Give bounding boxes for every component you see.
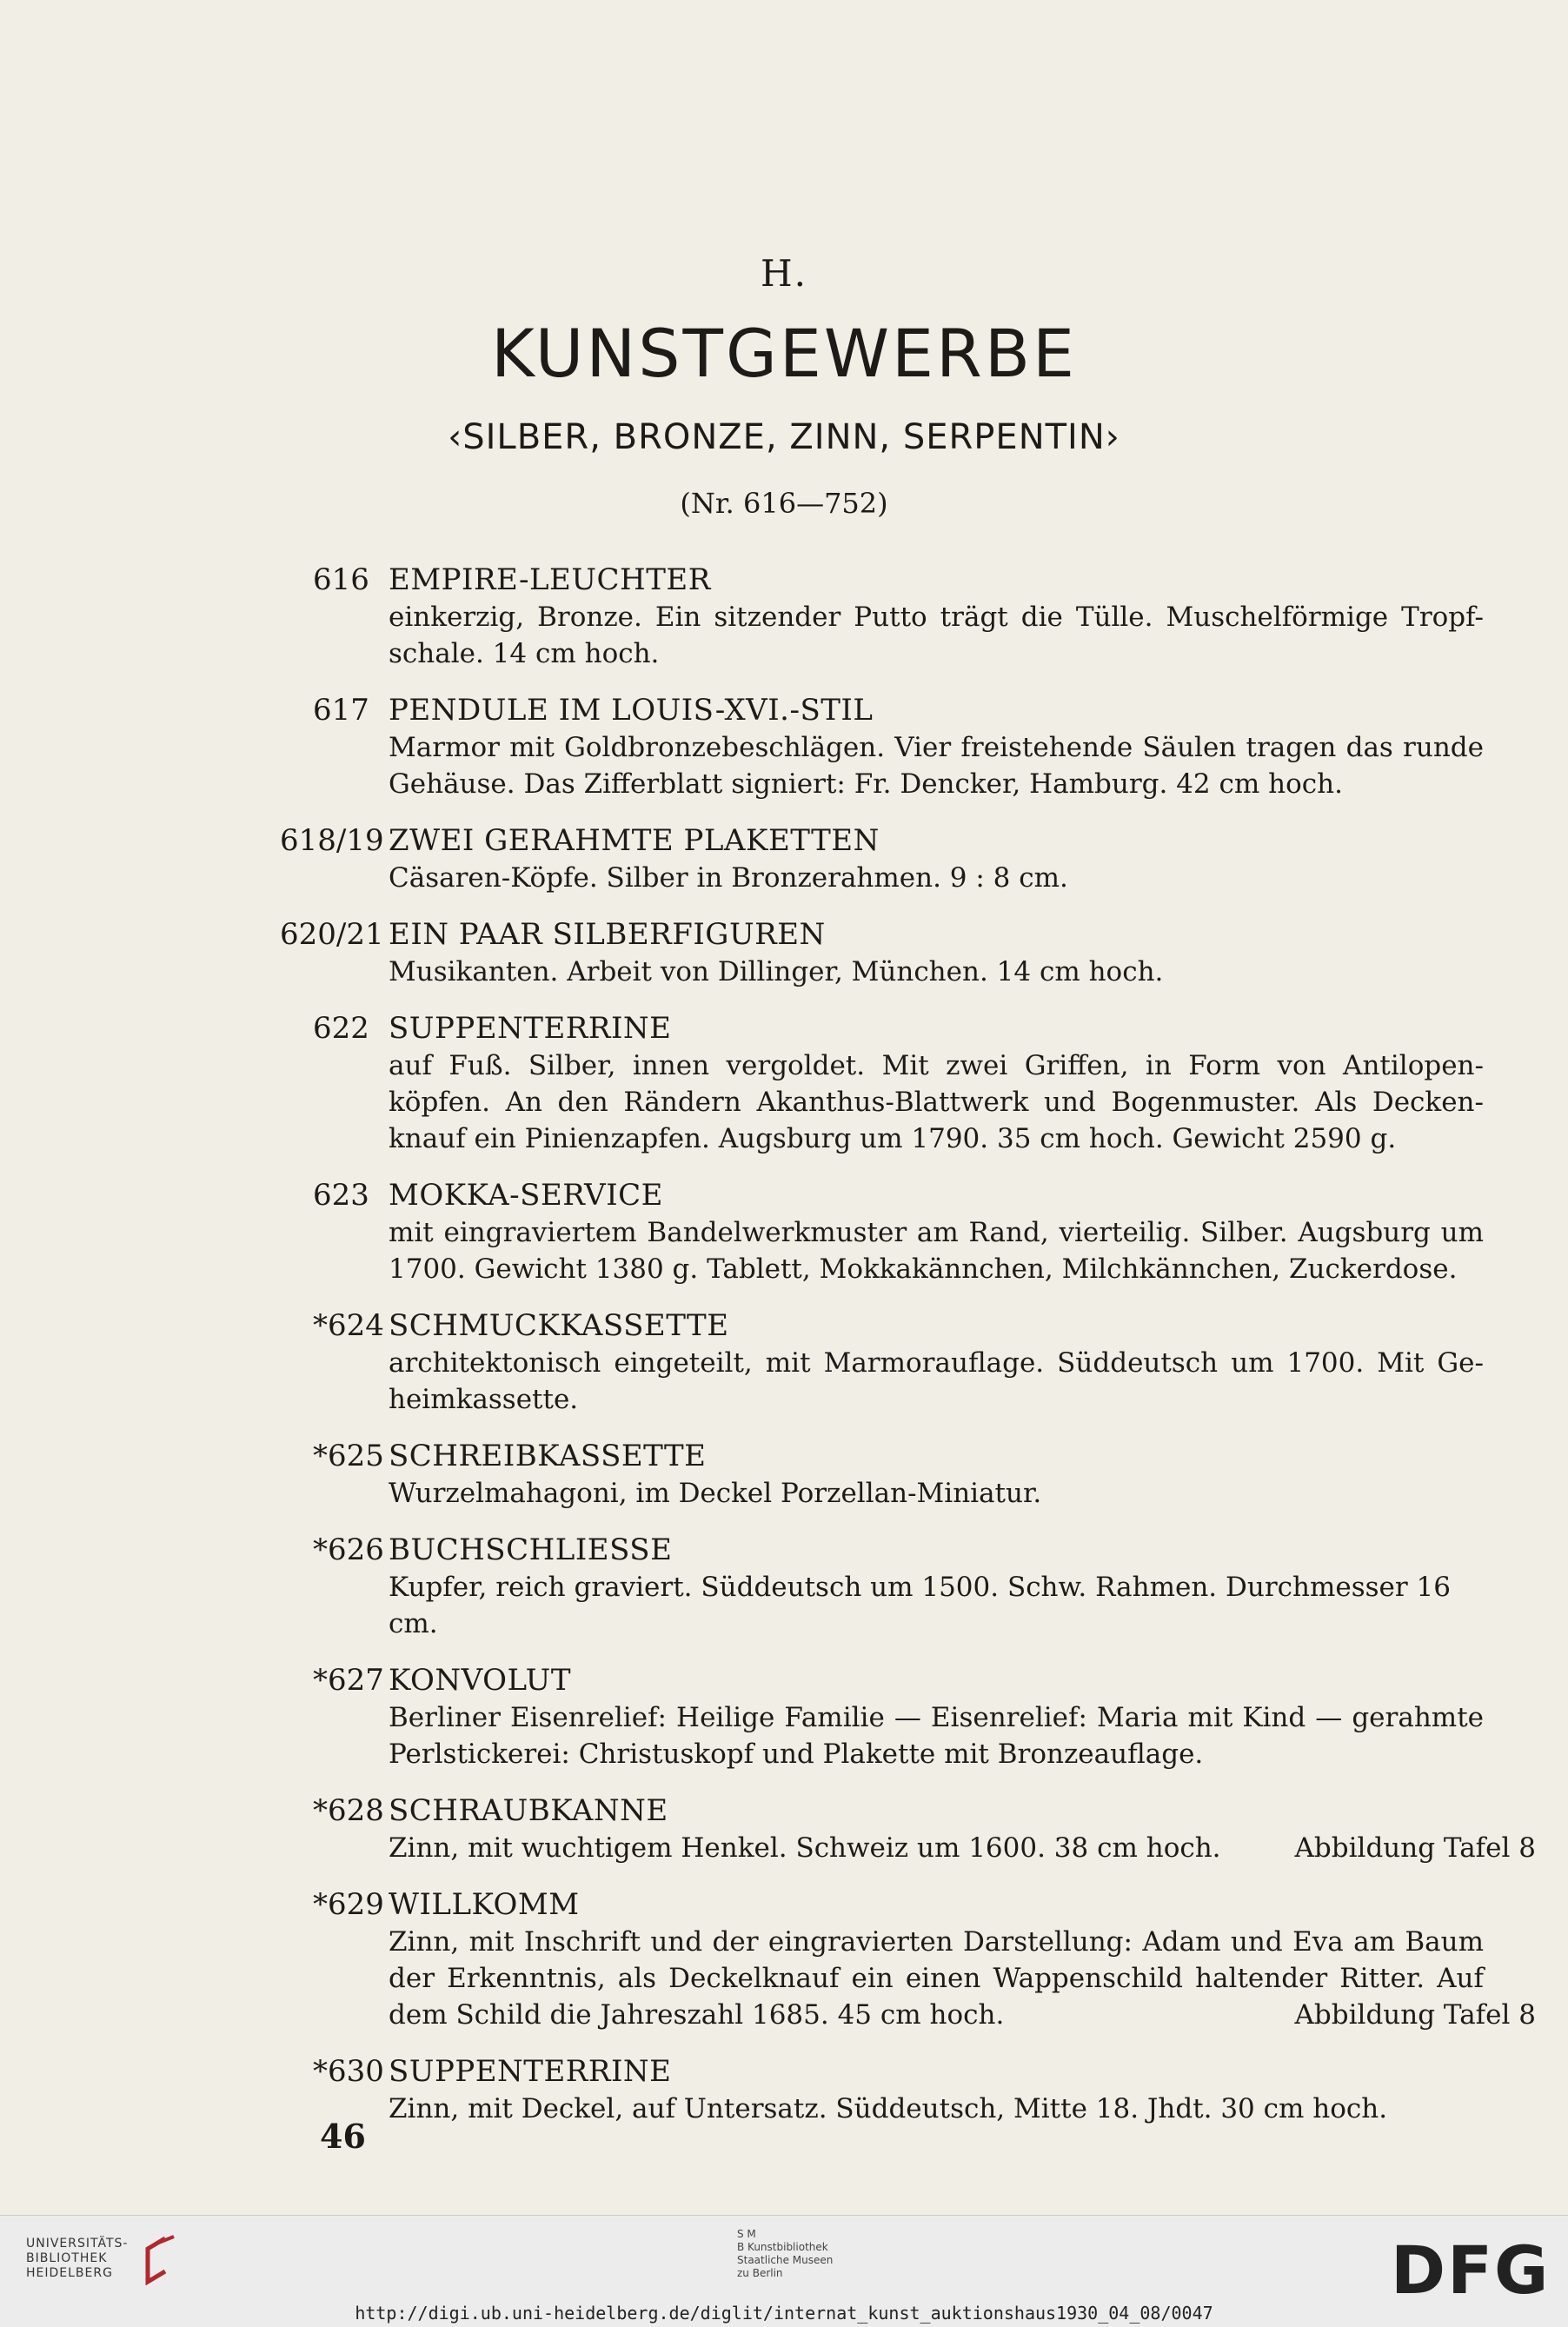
lot-header [313, 1176, 1486, 1214]
lot-number: *627 [313, 1663, 384, 1698]
lot-description [389, 1569, 1484, 1642]
description-line: Cäsaren-Köpfe. Silber in Bronzerahmen. 9 : 8 cm. [389, 862, 1068, 894]
description-line: mit eingraviertem Bandelwerkmuster am Rand, vierteilig. Silber. Augsburg um [389, 1217, 1484, 1248]
description-line: der Erkenntnis, als Deckelknauf ein einen Wappenschild haltender Ritter. Auf [389, 1963, 1484, 1994]
lot-entry [313, 1531, 1486, 1642]
dfg-logo[interactable]: DFG [1391, 2231, 1551, 2309]
lot-description [389, 954, 1484, 990]
lot-description [389, 1830, 1536, 1866]
description-line: architektonisch eingeteilt, mit Marmorauflage. Süddeutsch um 1700. Mit Ge- [389, 1347, 1484, 1379]
description-line: knauf ein Pinienzapfen. Augsburg um 1790. 35 cm hoch. Gewicht 2590 g. [389, 1123, 1397, 1154]
lot-title: SCHREIBKASSETTE [389, 1439, 707, 1473]
lot-entry [280, 821, 1486, 896]
ub-logo-line: HEIDELBERG [26, 2266, 113, 2280]
description-text: dem Schild die Jahreszahl 1685. 45 cm hoch. [389, 1999, 1005, 2031]
lot-title: WILLKOMM [389, 1887, 580, 1922]
lot-number: *629 [313, 1887, 384, 1922]
lot-description [389, 2091, 1484, 2127]
lot-header [313, 561, 1486, 599]
description-line: schale. 14 cm hoch. [389, 638, 660, 669]
lot-header [280, 915, 1486, 954]
lot-title: SUPPENTERRINE [389, 2054, 672, 2089]
description-line: Gehäuse. Das Zifferblatt signiert: Fr. Dencker, Hamburg. 42 cm hoch. [389, 768, 1343, 800]
lot-header [313, 1792, 1486, 1830]
section-title: KUNSTGEWERBE [491, 315, 1077, 392]
lot-entry [313, 1009, 1486, 1157]
lot-number: 620/21 [280, 917, 384, 952]
description-line: Musikanten. Arbeit von Dillinger, München. 14 cm hoch. [389, 956, 1164, 987]
description-text: Zinn, mit wuchtigem Henkel. Schweiz um 1600. 38 cm hoch. [389, 1832, 1221, 1864]
lot-list [280, 561, 1536, 2146]
lot-header [313, 1885, 1486, 1924]
smb-logo-line: B Kunstbibliothek [737, 2241, 828, 2253]
lot-description [389, 1047, 1484, 1157]
smb-logo-line: Staatliche Museen [737, 2254, 834, 2266]
lot-description [389, 1214, 1484, 1287]
description-line: heimkassette. [389, 1384, 579, 1415]
lot-header [313, 1009, 1486, 1047]
lot-title: PENDULE IM LOUIS-XVI.-STIL [389, 693, 874, 728]
lot-entry [313, 1176, 1486, 1287]
page-number: 46 [320, 2117, 366, 2156]
lot-title: BUCHSCHLIESSE [389, 1532, 673, 1567]
description-line: auf Fuß. Silber, innen vergoldet. Mit zwei Griffen, in Form von Antilopen- [389, 1050, 1484, 1081]
ub-bracket-icon [139, 2235, 179, 2285]
lot-description [389, 1699, 1484, 1772]
lot-title: EMPIRE-LEUCHTER [389, 562, 711, 597]
lot-entry [313, 2052, 1486, 2127]
section-subtitle: ‹SILBER, BRONZE, ZINN, SERPENTIN› [448, 417, 1120, 457]
lot-title: ZWEI GERAHMTE PLAKETTEN [389, 823, 880, 858]
lot-number: *625 [313, 1439, 384, 1473]
lot-number: *626 [313, 1532, 384, 1567]
lot-range: (Nr. 616—752) [680, 487, 888, 520]
lot-number: *624 [313, 1308, 384, 1343]
lot-title: MOKKA-SERVICE [389, 1178, 663, 1213]
lot-description [389, 599, 1484, 672]
lot-entry [313, 561, 1486, 672]
lot-header [313, 2052, 1486, 2091]
lot-number: 617 [313, 693, 369, 728]
smb-kunstbibliothek-logo[interactable] [737, 2228, 833, 2280]
lot-header [313, 1306, 1486, 1345]
lot-header [313, 1531, 1486, 1569]
description-line [389, 1997, 1536, 2033]
description-line [389, 1830, 1536, 1866]
lot-header [313, 1661, 1486, 1699]
lot-description [389, 1475, 1484, 1512]
description-line: Perlstickerei: Christuskopf und Plakette mit Bronzeauflage. [389, 1739, 1204, 1770]
description-line: Wurzelmahagoni, im Deckel Porzellan-Miniatur. [389, 1478, 1042, 1509]
ub-logo-line: UNIVERSITÄTS- [26, 2237, 129, 2251]
description-line: köpfen. An den Rändern Akanthus-Blattwerk und Bogenmuster. Als Decken- [389, 1087, 1484, 1118]
description-line: 1700. Gewicht 1380 g. Tablett, Mokkakännchen, Milchkännchen, Zuckerdose. [389, 1253, 1458, 1285]
lot-number: *628 [313, 1793, 384, 1828]
lot-header [313, 1437, 1486, 1475]
description-line: einkerzig, Bronze. Ein sitzender Putto trägt die Tülle. Muschelförmige Tropf- [389, 602, 1484, 633]
lot-entry [313, 1885, 1536, 2033]
lot-header [313, 691, 1486, 729]
lot-entry [280, 915, 1486, 990]
description-line: Marmor mit Goldbronzebeschlägen. Vier freistehende Säulen tragen das runde [389, 732, 1484, 763]
lot-title: SCHMUCKKASSETTE [389, 1308, 729, 1343]
lot-description [389, 729, 1484, 802]
smb-logo-line: zu Berlin [737, 2267, 783, 2279]
lot-entry [313, 1306, 1486, 1418]
footer-bar [0, 2215, 1568, 2327]
lot-entry [313, 1792, 1536, 1866]
lot-number: 616 [313, 562, 369, 597]
lot-description [389, 1924, 1536, 2033]
lot-title: SUPPENTERRINE [389, 1011, 672, 1046]
lot-entry [313, 691, 1486, 802]
lot-entry [313, 1661, 1486, 1772]
description-line: Zinn, mit Deckel, auf Untersatz. Süddeutsch, Mitte 18. Jhdt. 30 cm hoch. [389, 2093, 1388, 2124]
lot-number: 622 [313, 1011, 369, 1046]
lot-header [280, 821, 1486, 860]
ub-heidelberg-logo[interactable] [26, 2237, 128, 2281]
ub-logo-line: BIBLIOTHEK [26, 2251, 108, 2265]
lot-description [389, 1345, 1484, 1418]
lot-number: 618/19 [280, 823, 384, 858]
lot-title: SCHRAUBKANNE [389, 1793, 668, 1828]
smb-logo-line: S M [737, 2228, 756, 2240]
lot-entry [313, 1437, 1486, 1512]
section-letter: H. [761, 252, 807, 295]
lot-number: 623 [313, 1178, 369, 1213]
lot-description [389, 860, 1484, 896]
lot-title: KONVOLUT [389, 1663, 571, 1698]
lot-number: *630 [313, 2054, 384, 2089]
description-line: Berliner Eisenrelief: Heilige Familie — Eisenrelief: Maria mit Kind — gerahmte [389, 1702, 1484, 1733]
plate-reference: Abbildung Tafel 8 [1294, 1999, 1536, 2031]
description-line: Kupfer, reich graviert. Süddeutsch um 1500. Schw. Rahmen. Durchmesser 16 cm. [389, 1572, 1451, 1639]
permalink-url[interactable]: http://digi.ub.uni-heidelberg.de/diglit/internat_kunst_auktionshaus1930_04_08/0047 [355, 2303, 1213, 2324]
lot-title: EIN PAAR SILBERFIGUREN [389, 917, 826, 952]
plate-reference: Abbildung Tafel 8 [1294, 1832, 1536, 1864]
description-line: Zinn, mit Inschrift und der eingravierten Darstellung: Adam und Eva am Baum [389, 1926, 1484, 1958]
